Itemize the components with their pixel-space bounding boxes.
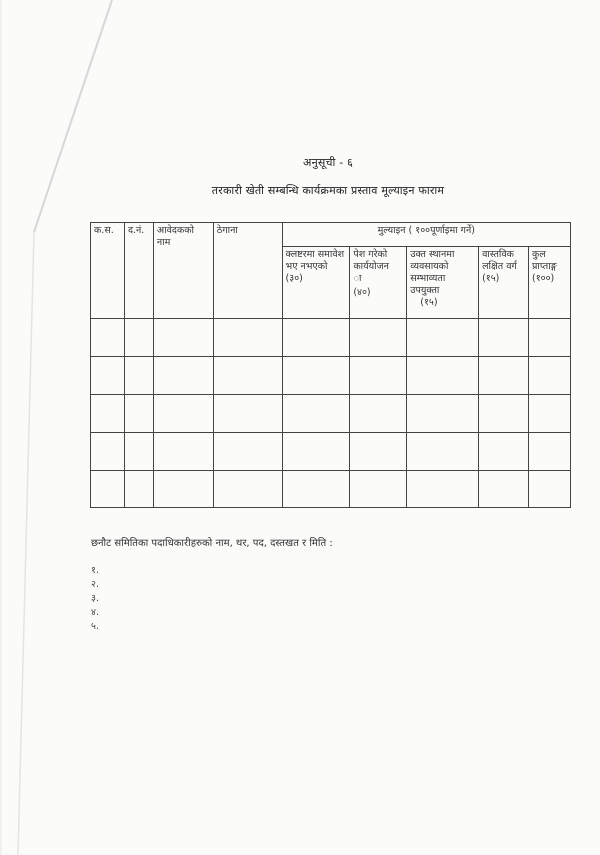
signatory-number-3: ३. xyxy=(91,593,99,604)
header-applicant-name: आवेदकको नाम xyxy=(153,223,213,319)
header-target-group: वास्तविक लक्षित वर्ग (१५) xyxy=(479,247,529,319)
page-heading: अनुसूची - ६ xyxy=(302,156,354,169)
header-work-plan-text-cont: ा xyxy=(353,273,362,284)
header-feasibility-score: (१५) xyxy=(420,297,438,308)
header-work-plan xyxy=(350,247,407,319)
header-address: ठेगाना xyxy=(213,223,282,319)
header-feasibility-text: उक्त स्थानमा व्यवसायको सम्भाव्यता उपयुक्ता xyxy=(410,249,455,296)
table-row xyxy=(91,471,571,508)
table-row xyxy=(91,433,571,471)
table-row xyxy=(91,395,571,433)
header-feasibility xyxy=(407,247,479,319)
evaluation-table xyxy=(90,222,571,508)
form-title: तरकारी खेती सम्बन्धि कार्यक्रमका प्रस्ताव मूल्याइन फाराम xyxy=(211,184,445,197)
signatory-number-2: २. xyxy=(91,579,99,590)
header-total-score: कुल प्राप्ताङ्ग (१००) xyxy=(529,247,571,319)
signatory-number-1: १. xyxy=(91,565,99,576)
signatories-label: छनौट समितिका पदाधिकारीहरुको नाम, थर, पद, दस्तखत र मिति : xyxy=(91,538,333,549)
header-work-plan-text: पेश गरेको कार्ययोजन xyxy=(353,249,389,272)
header-registration-number: द.नं. xyxy=(124,223,153,319)
signatory-number-5: ५. xyxy=(91,621,99,632)
header-work-plan-score: (४०) xyxy=(353,287,371,298)
signatory-number-4: ४. xyxy=(91,607,99,618)
header-serial-number: क.स. xyxy=(91,223,125,319)
table-row xyxy=(91,357,571,395)
header-cluster: क्लष्टरमा समावेश भए नभएको (३०) xyxy=(282,247,350,319)
header-evaluation: मुल्याइन ( १००पूर्णाइमा गर्ने) xyxy=(282,223,570,247)
table-row xyxy=(91,319,571,357)
